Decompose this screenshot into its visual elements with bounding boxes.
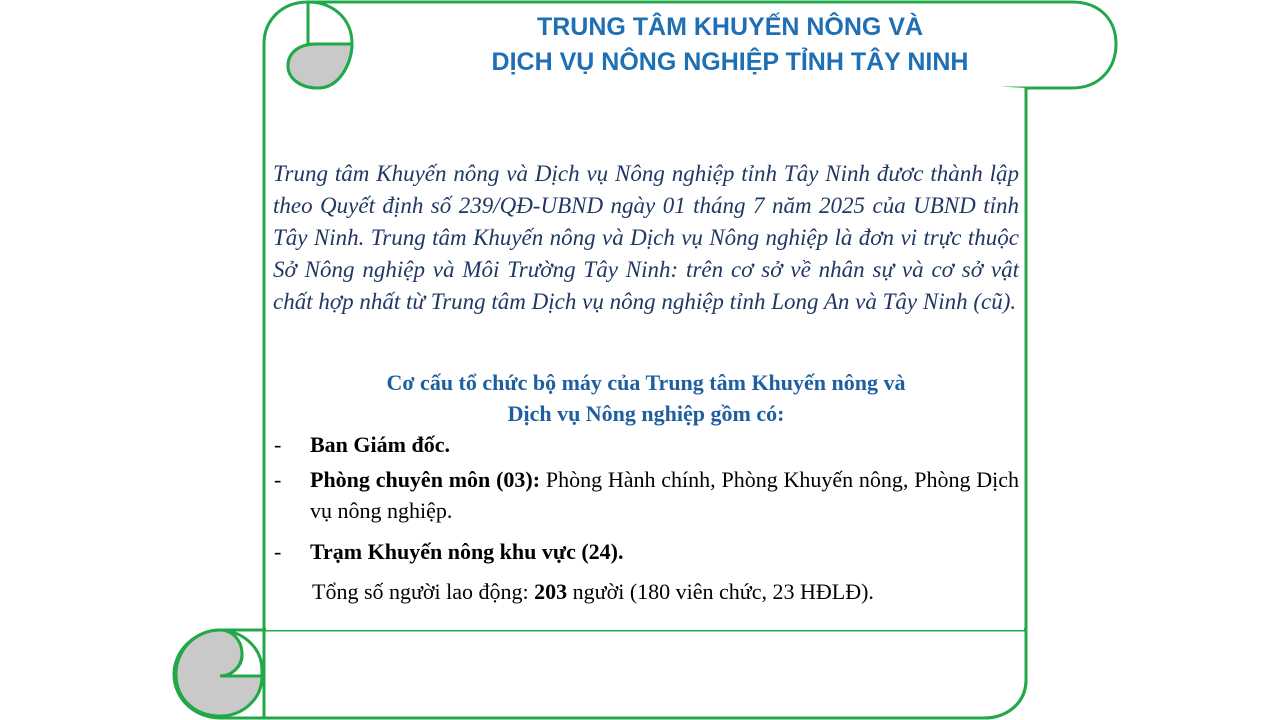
list-dash: -: [274, 467, 282, 492]
structure-heading: [273, 367, 1019, 429]
list-item-label: Ban Giám đốc.: [310, 432, 450, 457]
intro-paragraph: Trung tâm Khuyến nông và Dịch vụ Nông nghiệp tỉnh Tây Ninh đươc thành lập theo Quyết định số 239/QĐ-UBND ngày 01 tháng 7 năm 2025 của UBND tỉnh Tây Ninh. Trung tâm Khuyến nông và Dịch vụ Nông nghiệp là đơn vi trực thuộc Sở Nông nghiệp và Môi Trường Tây Ninh: trên cơ sở về nhân sự và cơ sở vật chất hợp nhất từ Trung tâm Dịch vụ nông nghiệp tỉnh Long An và Tây Ninh (cũ).: [273, 161, 1019, 314]
list-item-departments: [274, 464, 1019, 526]
structure-heading-line-1: Cơ cấu tổ chức bộ máy của Trung tâm Khuyến nông và: [386, 370, 906, 395]
staff-total: [312, 576, 1012, 607]
staff-count: 203: [534, 579, 568, 604]
title-line-2: DỊCH VỤ NÔNG NGHIỆP TỈNH TÂY NINH: [491, 48, 969, 76]
staff-prefix: Tổng số người lao động:: [312, 579, 535, 604]
list-dash: -: [274, 432, 282, 457]
page-title: [330, 10, 1130, 80]
list-dash: -: [274, 539, 282, 564]
bottom-scroll-banner: [174, 630, 1026, 718]
list-item-label: Trạm Khuyến nông khu vực (24).: [310, 539, 624, 564]
list-item-board: [274, 429, 1019, 460]
structure-heading-line-2: Dịch vụ Nông nghiệp gồm có:: [507, 401, 785, 426]
list-item-label: Phòng chuyên môn (03):: [310, 467, 541, 492]
list-item-stations: [274, 536, 1019, 567]
staff-suffix: người (180 viên chức, 23 HĐLĐ).: [567, 579, 874, 604]
list-item-detail: Phòng Hành chính, Phòng Khuyến nông, Phòng Dịch vụ nông nghiệp.: [310, 467, 1019, 523]
title-line-1: TRUNG TÂM KHUYẾN NÔNG VÀ: [536, 13, 924, 41]
